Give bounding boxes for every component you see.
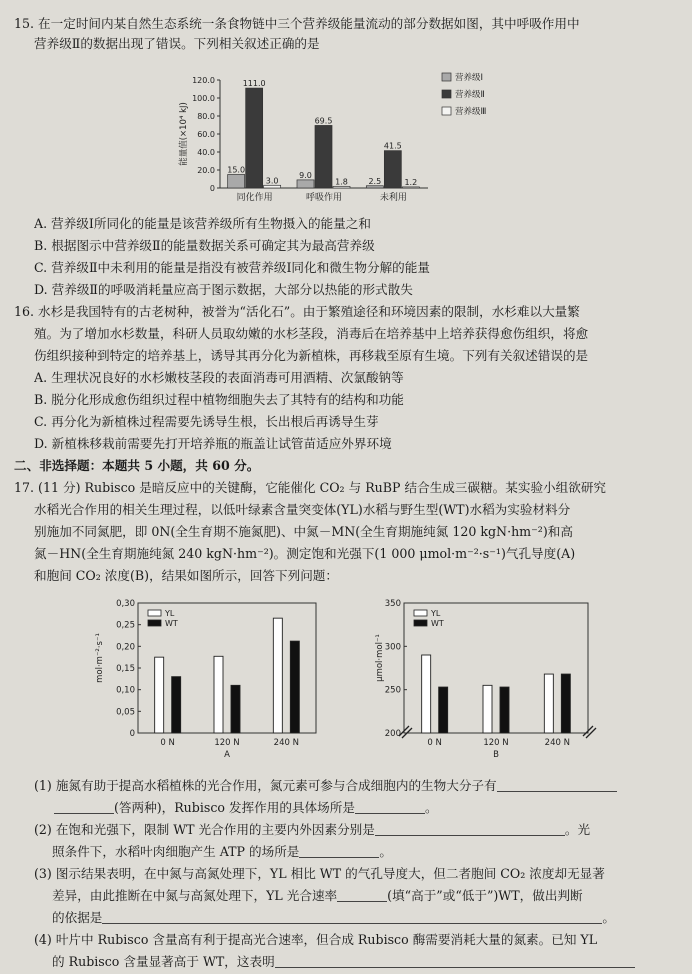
intercellular-co2-chart (370, 596, 600, 768)
bar (439, 687, 448, 733)
q17-sub4-text-b: 的 Rubisco 含量显著高于 WT，这表明 (52, 954, 275, 969)
legend-swatch (442, 90, 451, 98)
q17-sub2-text-c: 照条件下，水稻叶肉细胞产生 ATP 的场所是 (52, 844, 300, 859)
q17-stem-line5: 和胞间 CO₂ 浓度(B)，结果如图所示，回答下列问题： (34, 568, 338, 583)
bar (231, 685, 240, 733)
q15-option-b: B. 根据图示中营养级Ⅱ的能量数据关系可确定其为最高营养级 (34, 238, 375, 253)
legend-swatch (442, 107, 451, 115)
bar (228, 175, 245, 189)
legend-swatch (414, 610, 427, 616)
q17-sub3-text-b: 差异，由此推断在中氮与高氮处理下，YL 光合速率 (52, 888, 338, 903)
q17-sub3-text-d: 的依据是 (52, 910, 103, 925)
y-tick-label: 120.0 (192, 76, 215, 85)
bar (561, 674, 570, 733)
q16-option-d: D. 新植株移栽前需要先打开培养瓶的瓶盖让试管苗适应外界环境 (34, 436, 392, 451)
legend-label: YL (165, 609, 175, 618)
q17-sub2-line2 (52, 842, 692, 862)
x-category-label: 120 N (214, 738, 240, 748)
x-category-label: 0 N (427, 738, 442, 748)
y-tick-label: 0,10 (116, 685, 135, 696)
y-tick-label: 0,20 (116, 642, 135, 653)
q16-option-c: C. 再分化为新植株过程需要先诱导生根，长出根后再诱导生芽 (34, 414, 379, 429)
y-tick-label: 100.0 (192, 94, 215, 103)
bar-value-label: 15.0 (227, 165, 246, 175)
bar (483, 685, 492, 733)
y-tick-label: 80.0 (197, 112, 215, 121)
q17-sub4-line2 (52, 952, 692, 972)
q17-sub3-line2 (52, 886, 692, 906)
q17-stem-line2: 水稻光合作用的相关生理过程，以低叶绿素含量突变体(YL)水稻与野生型(WT)水稻为实验材料分 (34, 502, 571, 517)
x-category-label: 呼吸作用 (305, 193, 343, 203)
legend-swatch (148, 610, 161, 616)
q17-sub4-line1: (4) 叶片中 Rubisco 含量高有利于提高光合速率，但合成 Rubisco 酶需要消耗大量的氮素。已知 YL (34, 932, 598, 947)
x-category-label: 120 N (483, 738, 509, 748)
legend-swatch (148, 620, 161, 626)
bar (315, 125, 332, 188)
y-tick-label: 0 (209, 184, 215, 193)
y-tick-label: 0 (129, 729, 135, 739)
panel-label: B (493, 750, 499, 760)
bar (366, 186, 383, 188)
bar-value-label: 2.5 (368, 176, 382, 186)
q15-stem-line2: 营养级Ⅱ的数据出现了错误。下列相关叙述正确的是 (34, 36, 320, 51)
stomatal-conductance-chart (92, 596, 332, 768)
x-category-label: 0 N (160, 738, 175, 748)
bar-value-label: 3.0 (265, 176, 279, 186)
period-3: 。 (602, 910, 615, 925)
bar (422, 655, 431, 733)
y-axis-title: mol·m⁻²·s⁻¹ (95, 633, 105, 683)
y-tick-label: 40.0 (197, 148, 215, 157)
bar-value-label: 111.0 (242, 79, 266, 89)
legend-label: WT (165, 619, 178, 628)
y-tick-label: 250 (384, 685, 401, 696)
legend-swatch (414, 620, 427, 626)
legend-label: 营养级Ⅰ (455, 73, 484, 83)
legend-label: 营养级Ⅱ (455, 90, 485, 100)
q17-sub1-line2 (34, 798, 680, 818)
q16-option-a: A. 生理状况良好的水杉嫩枝茎段的表面消毒可用酒精、次氯酸钠等 (34, 370, 404, 385)
legend-swatch (442, 73, 451, 81)
legend-label: WT (431, 619, 444, 628)
y-tick-label: 0,30 (116, 599, 135, 609)
q15-option-c: C. 营养级Ⅱ中未利用的能量是指没有被营养级Ⅰ同化和微生物分解的能量 (34, 260, 430, 275)
q17-sub2-text-b: 。光 (564, 822, 591, 837)
period-1: 。 (424, 800, 438, 815)
y-tick-label: 0,05 (116, 707, 135, 718)
bar-value-label: 1.2 (404, 177, 418, 187)
q17-stem-line4: 氮－HN(全生育期施纯氮 240 kgN·hm⁻²)。测定饱和光强下(1 000 μmol·m⁻²·s⁻¹)气孔导度(A) (34, 546, 576, 561)
bar (290, 641, 299, 733)
legend-label: YL (431, 609, 441, 618)
q17-sub3-line1: (3) 图示结果表明，在中氮与高氮处理下，YL 相比 WT 的气孔导度大，但二者胞间 CO₂ 浓度却无显著 (34, 866, 605, 881)
bar (264, 185, 281, 188)
x-category-label: 同化作用 (236, 193, 273, 203)
energy-flow-bar-chart (180, 66, 510, 214)
q17-sub3-text-c: (填“高于”或“低于”)WT，做出判断 (387, 888, 583, 903)
answer-blank-1[interactable] (497, 777, 617, 792)
answer-blank-2b[interactable] (54, 799, 114, 814)
bar (172, 677, 181, 733)
q16-stem-line3: 伤组织接种到特定的培养基上，诱导其再分化为新植株，再移栽至原有生境。下列有关叙述错误的是 (34, 348, 589, 363)
y-axis-title: μmol·mol⁻¹ (375, 634, 385, 682)
q17-sub3-line3 (52, 908, 692, 928)
bar (297, 180, 314, 188)
axis-break-mark (583, 726, 596, 738)
bar-value-label: 9.0 (299, 170, 312, 180)
bar (500, 687, 509, 733)
x-category-label: 未利用 (379, 193, 407, 203)
y-tick-label: 350 (384, 599, 401, 609)
x-category-label: 240 N (544, 738, 570, 748)
answer-blank-6[interactable] (337, 887, 387, 902)
q17-stem-line3: 别施加不同氮肥，即 0N(全生育期不施氮肥)、中氮－MN(全生育期施纯氮 120 kgN·hm⁻²)和高 (34, 524, 573, 539)
bar (544, 674, 553, 733)
panel-label: A (224, 750, 230, 760)
y-tick-label: 200 (384, 729, 401, 739)
q15-option-a: A. 营养级Ⅰ所同化的能量是该营养级所有生物摄入的能量之和 (34, 216, 371, 231)
q15-option-d: D. 营养级Ⅱ的呼吸消耗量应高于图示数据，大部分以热能的形式散失 (34, 282, 413, 297)
y-tick-label: 0,15 (116, 664, 135, 674)
q16-option-b: B. 脱分化形成愈伤组织过程中植物细胞失去了其特有的结构和功能 (34, 392, 404, 407)
answer-blank-3[interactable] (355, 799, 425, 814)
answer-blank-7[interactable] (102, 909, 602, 924)
period-2: 。 (379, 844, 392, 859)
y-tick-label: 20.0 (197, 166, 215, 175)
answer-blank-8[interactable] (275, 953, 635, 968)
q16-stem-line2: 殖。为了增加水杉数量，科研人员取幼嫩的水杉茎段，消毒后在培养基中上培养获得愈伤组织，将愈 (34, 326, 589, 341)
answer-blank-5[interactable] (299, 843, 379, 858)
legend-label: 营养级Ⅲ (455, 107, 487, 117)
q17-sub1-line1 (34, 776, 680, 796)
q17-sub1-text-b: (答两种)，Rubisco 发挥作用的具体场所是 (114, 800, 355, 815)
bar (402, 187, 419, 188)
bar (246, 88, 263, 188)
bar-value-label: 1.8 (335, 177, 348, 187)
y-tick-label: 60.0 (197, 130, 215, 139)
q17-stem-line1: 17. (11 分) Rubisco 是暗反应中的关键酶，它能催化 CO₂ 与 RuBP 结合生成三碳糖。某实验小组欲研究 (14, 480, 607, 495)
q15-stem-line1: 15. 在一定时间内某自然生态系统一条食物链中三个营养级能量流动的部分数据如图，其中呼吸作用中 (14, 16, 580, 31)
bar (273, 618, 282, 733)
q17-sub2-line1 (34, 820, 680, 840)
x-category-label: 240 N (273, 738, 299, 748)
bar (384, 151, 401, 188)
q17-sub2-text-a: (2) 在饱和光强下，限制 WT 光合作用的主要内外因素分别是 (34, 822, 375, 837)
bar-value-label: 41.5 (383, 141, 402, 151)
bar (214, 656, 223, 733)
bar-value-label: 69.5 (314, 116, 333, 126)
y-axis-title: 能量值(×10⁴ kJ) (179, 102, 189, 166)
section-two-heading: 二、非选择题：本题共 5 小题，共 60 分。 (14, 458, 260, 473)
bar (333, 186, 350, 188)
answer-blank-4[interactable] (375, 821, 565, 836)
y-tick-label: 300 (384, 642, 401, 653)
bar (155, 657, 164, 733)
q17-sub1-text-a: (1) 施氮有助于提高水稻植株的光合作用，氮元素可参与合成细胞内的生物大分子有 (34, 778, 497, 793)
y-tick-label: 0,25 (116, 620, 135, 631)
q16-stem-line1: 16. 水杉是我国特有的古老树种，被誉为“活化石”。由于繁殖途径和环境因素的限制，水杉难以大量繁 (14, 304, 580, 319)
